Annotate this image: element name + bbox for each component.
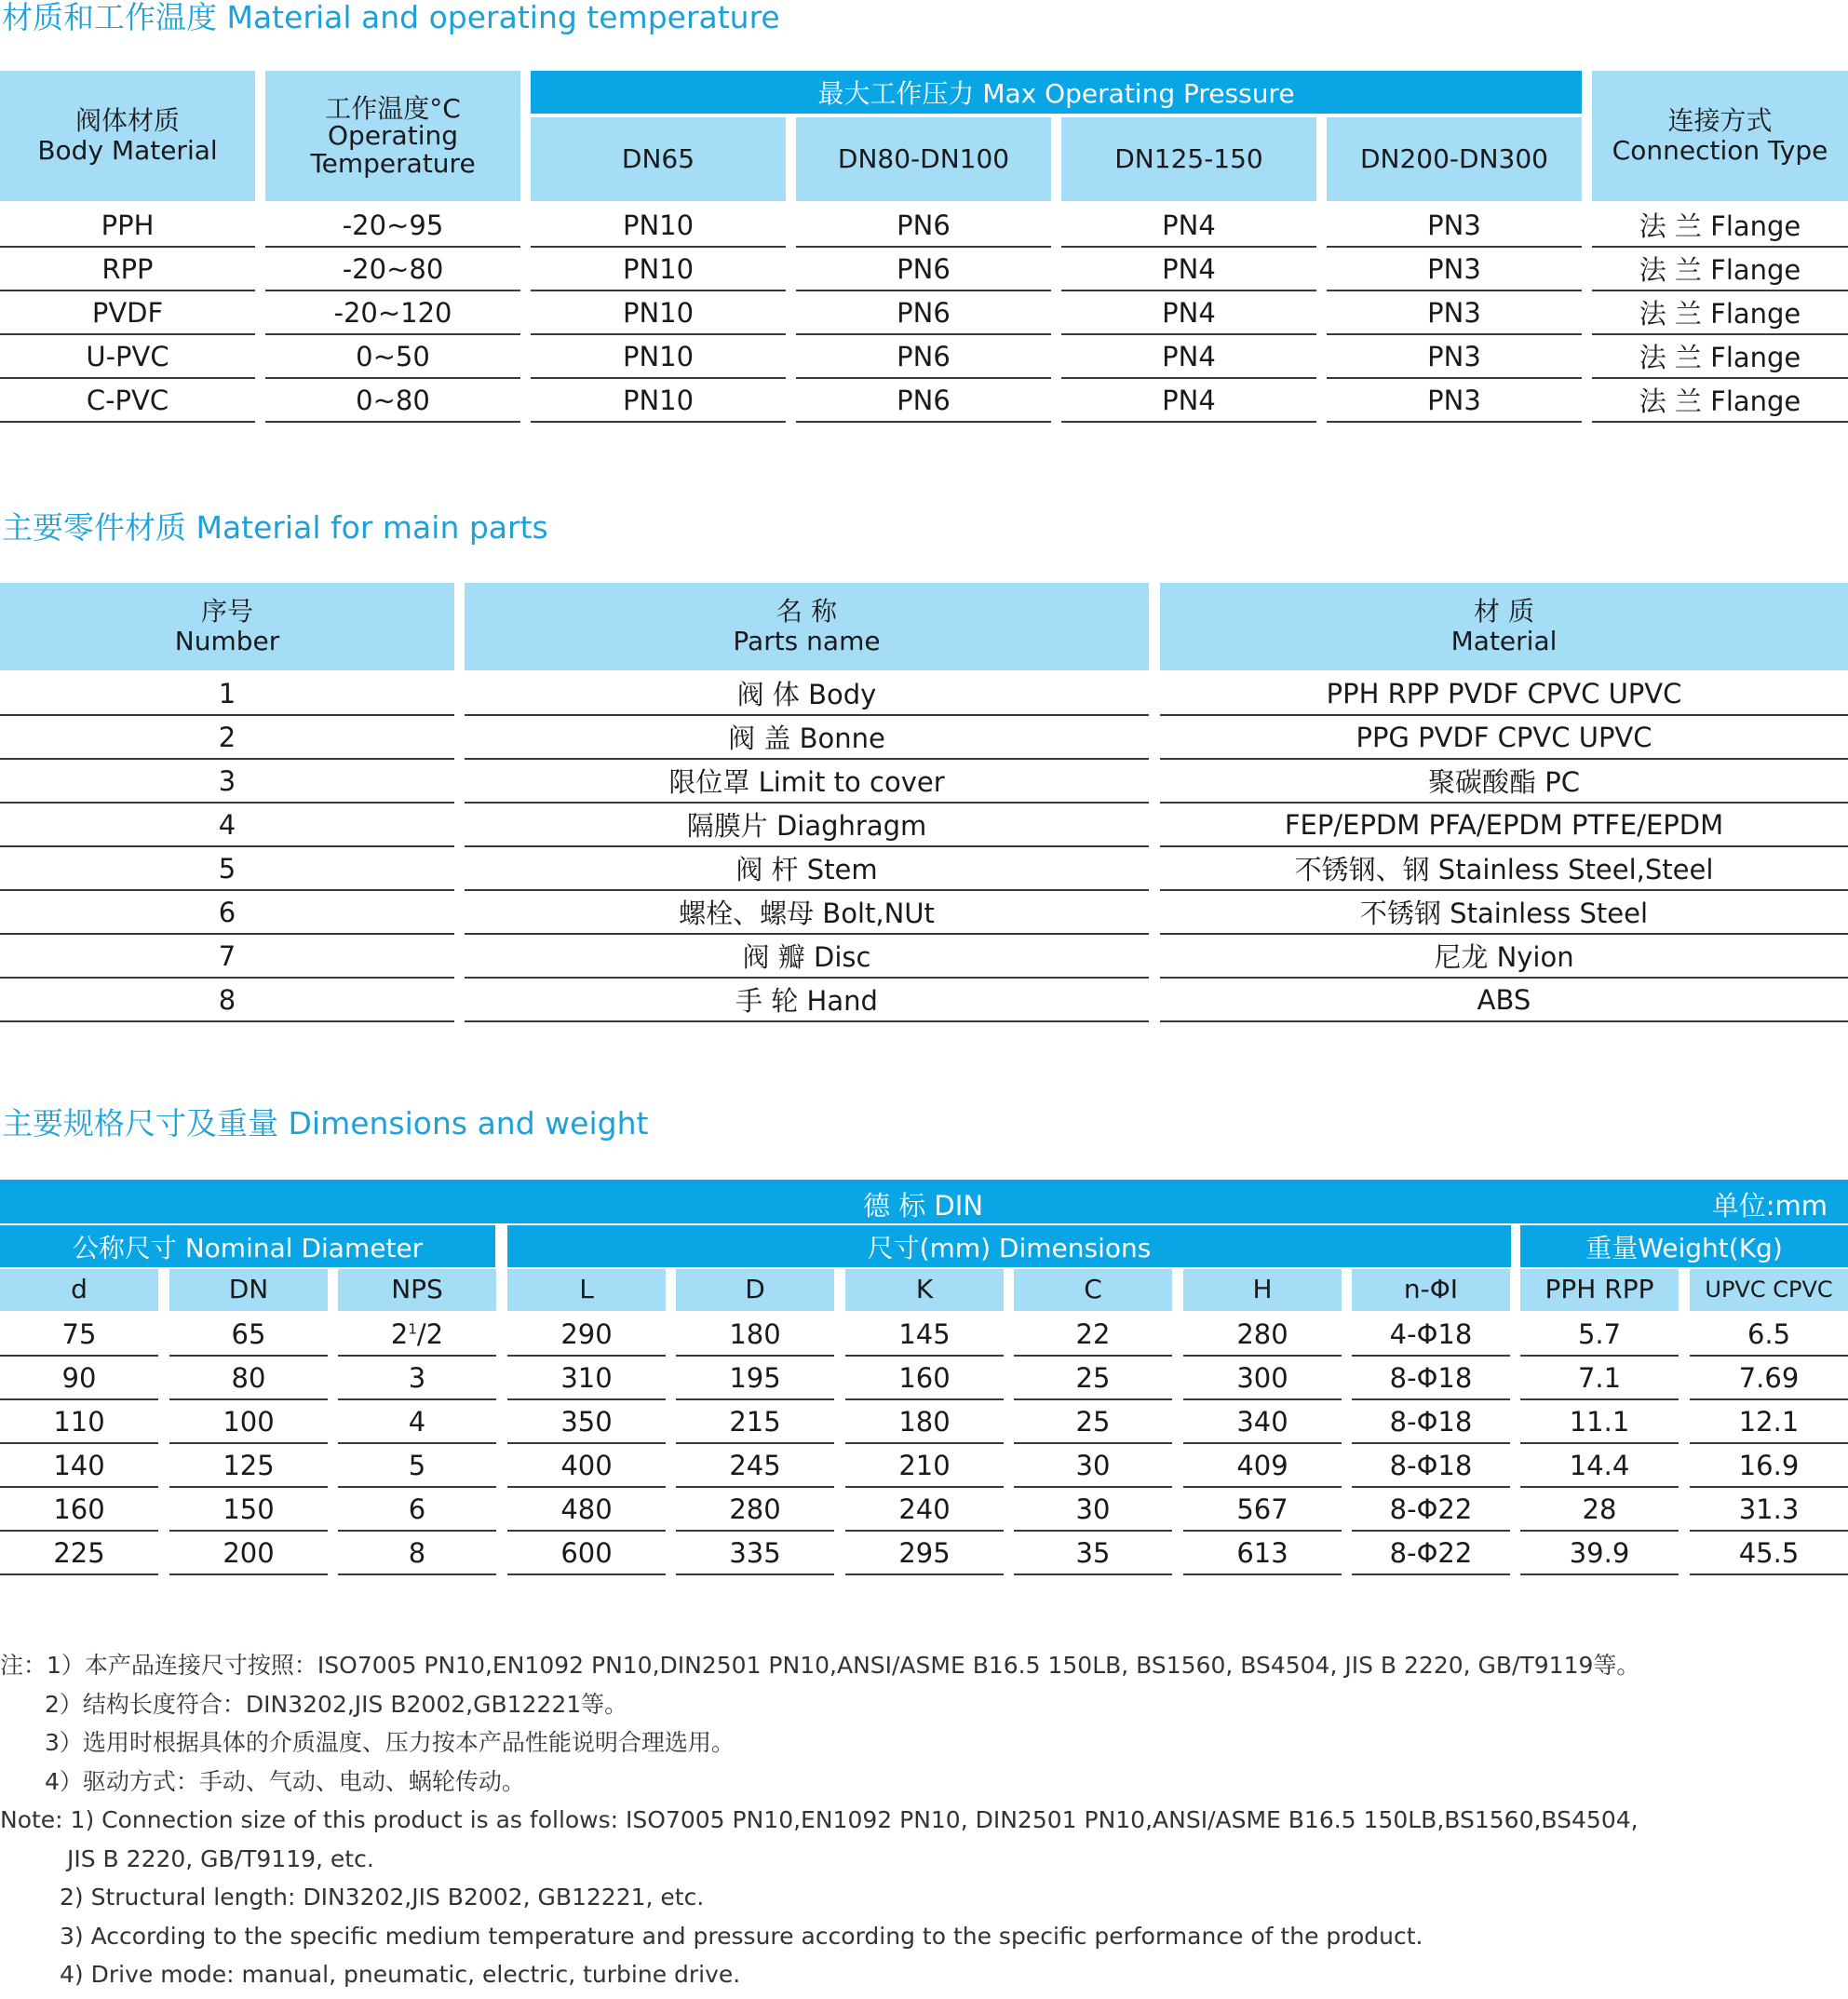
cell-d-upper: 215 [676,1400,834,1444]
header-din [0,1180,1848,1223]
header-weight: 重量Weight(Kg) [1520,1225,1848,1267]
col-l: L [507,1269,666,1311]
cell-temperature: -20~80 [265,248,520,291]
cell-dn80: PN6 [796,335,1051,379]
cell-n-phi: 8-Φ18 [1352,1357,1510,1400]
cell-dn200: PN3 [1327,291,1582,335]
col-h: H [1183,1269,1342,1311]
col-k: K [845,1269,1004,1311]
cell-l: 480 [507,1488,666,1532]
cell-upvc-cpvc: 16.9 [1690,1444,1848,1488]
header-dimensions: 尺寸(mm) Dimensions [507,1225,1511,1267]
cell-pph-rpp: 5.7 [1520,1313,1679,1357]
header-dn80-dn100: DN80-DN100 [796,117,1051,201]
cell-number: 1 [0,672,454,716]
cell-part-material: 不锈钢、钢 Stainless Steel,Steel [1160,847,1848,891]
cell-nps: 8 [338,1532,496,1575]
note-en-1: Note: 1) Connection size of this product is as follows: ISO7005 PN10,EN1092 PN10, DIN2501 PN10,ANSI/ASME B16.5 150LB,BS1560,BS4504, [0,1806,1639,1833]
cell-dn200: PN3 [1327,335,1582,379]
header-body-material [0,71,255,201]
cell-connection: 法 兰 Flange [1592,335,1848,379]
cell-d-upper: 335 [676,1532,834,1575]
header-nominal-diameter: 公称尺寸 Nominal Diameter [0,1225,495,1267]
cell-dn65: PN10 [531,204,786,248]
cell-number: 3 [0,760,454,804]
col-n-phi: n-ΦI [1352,1269,1510,1311]
nps-numerator: 1 [408,1319,417,1337]
cell-nps: 4 [338,1400,496,1444]
cell-upvc-cpvc: 7.69 [1690,1357,1848,1400]
cell-pph-rpp: 14.4 [1520,1444,1679,1488]
cell-c: 25 [1014,1400,1172,1444]
cell-part-name: 螺栓、螺母 Bolt,NUt [465,891,1149,935]
cell-c: 30 [1014,1444,1172,1488]
cell-upvc-cpvc: 6.5 [1690,1313,1848,1357]
material-temperature-table [0,0,1848,428]
cell-upvc-cpvc: 12.1 [1690,1400,1848,1444]
cell-part-name: 隔膜片 Diaghragm [465,804,1149,847]
note-zh-2: 2）结构长度符合：DIN3202,JIS B2002,GB12221等。 [45,1690,628,1718]
note-en-1-cont: JIS B 2220, GB/T9119, etc. [67,1844,374,1872]
cell-connection: 法 兰 Flange [1592,248,1848,291]
header-parts-name [465,583,1149,670]
nps-whole: 2 [390,1317,409,1350]
header-body-material-en: Body Material [37,135,218,166]
cell-n-phi: 8-Φ18 [1352,1444,1510,1488]
cell-k: 210 [845,1444,1004,1488]
header-temperature-en-2: Temperature [310,147,476,179]
cell-number: 6 [0,891,454,935]
cell-dn: 150 [169,1488,328,1532]
cell-part-name: 阀 杆 Stem [465,847,1149,891]
cell-d: 110 [0,1400,158,1444]
cell-c: 30 [1014,1488,1172,1532]
col-d-upper: D [676,1269,834,1311]
cell-part-material: PPG PVDF CPVC UPVC [1160,716,1848,760]
cell-n-phi: 8-Φ22 [1352,1532,1510,1575]
cell-temperature: 0~50 [265,335,520,379]
cell-temperature: 0~80 [265,379,520,423]
note-en-3: 3) According to the specific medium temperature and pressure according to the specific performance of the product. [60,1922,1423,1950]
cell-dn200: PN3 [1327,379,1582,423]
cell-dn200: PN3 [1327,248,1582,291]
cell-number: 2 [0,716,454,760]
cell-dn200: PN3 [1327,204,1582,248]
cell-k: 180 [845,1400,1004,1444]
cell-l: 290 [507,1313,666,1357]
cell-upvc-cpvc: 31.3 [1690,1488,1848,1532]
cell-n-phi: 4-Φ18 [1352,1313,1510,1357]
cell-n-phi: 8-Φ18 [1352,1400,1510,1444]
cell-dn: 200 [169,1532,328,1575]
note-en-4: 4) Drive mode: manual, pneumatic, electric, turbine drive. [60,1961,741,1988]
cell-part-material: ABS [1160,979,1848,1022]
cell-d-upper: 195 [676,1357,834,1400]
cell-l: 310 [507,1357,666,1400]
note-en-2: 2) Structural length: DIN3202,JIS B2002, GB12221, etc. [60,1884,705,1911]
cell-dn80: PN6 [796,204,1051,248]
cell-c: 25 [1014,1357,1172,1400]
cell-d: 90 [0,1357,158,1400]
cell-number: 7 [0,935,454,979]
cell-dn125: PN4 [1061,291,1316,335]
header-connection-zh: 连接方式 [1667,104,1773,136]
cell-k: 240 [845,1488,1004,1532]
cell-k: 160 [845,1357,1004,1400]
cell-dn: 125 [169,1444,328,1488]
cell-pph-rpp: 11.1 [1520,1400,1679,1444]
cell-dn65: PN10 [531,291,786,335]
cell-number: 4 [0,804,454,847]
header-number-zh: 序号 [200,595,253,627]
col-dn: DN [169,1269,328,1311]
cell-dn125: PN4 [1061,335,1316,379]
section-title-dimensions-weight: 主要规格尺寸及重量 Dimensions and weight [2,1105,649,1141]
cell-nps: 5 [338,1444,496,1488]
cell-nps: 6 [338,1488,496,1532]
header-number [0,583,454,670]
cell-part-material: 聚碳酸酯 PC [1160,760,1848,804]
cell-material: PPH [0,204,255,248]
cell-d: 140 [0,1444,158,1488]
cell-part-name: 阀 瓣 Disc [465,935,1149,979]
cell-dn80: PN6 [796,291,1051,335]
header-temperature [265,71,520,201]
header-dn200-dn300: DN200-DN300 [1327,117,1582,201]
cell-nps [338,1313,496,1357]
cell-h: 340 [1183,1400,1342,1444]
cell-part-name: 手 轮 Hand [465,979,1149,1022]
header-parts-name-en: Parts name [733,626,881,656]
cell-h: 409 [1183,1444,1342,1488]
notes [0,1646,1639,1994]
header-body-material-zh: 阀体材质 [74,104,180,136]
cell-h: 567 [1183,1488,1342,1532]
cell-d: 75 [0,1313,158,1357]
col-nps: NPS [338,1269,496,1311]
cell-part-name: 阀 体 Body [465,672,1149,716]
cell-dn125: PN4 [1061,204,1316,248]
cell-dn: 80 [169,1357,328,1400]
note-zh-3: 3）选用时根据具体的介质温度、压力按本产品性能说明合理选用。 [45,1729,735,1756]
cell-dn125: PN4 [1061,248,1316,291]
cell-c: 22 [1014,1313,1172,1357]
cell-material: PVDF [0,291,255,335]
section-title-material-temperature: 材质和工作温度 Material and operating temperature [2,0,780,35]
header-temperature-en-1: Operating [328,120,458,152]
nps-fraction [391,1318,443,1350]
cell-part-material: FEP/EPDM PFA/EPDM PTFE/EPDM [1160,804,1848,847]
header-max-pressure: 最大工作压力 Max Operating Pressure [531,71,1582,114]
cell-material: C-PVC [0,379,255,423]
cell-material: RPP [0,248,255,291]
cell-d: 225 [0,1532,158,1575]
cell-part-material: 尼龙 Nyion [1160,935,1848,979]
cell-pph-rpp: 39.9 [1520,1532,1679,1575]
header-connection-en: Connection Type [1612,135,1828,166]
nps-denominator: /2 [416,1317,444,1350]
cell-number: 5 [0,847,454,891]
header-dn65: DN65 [531,117,786,201]
cell-connection: 法 兰 Flange [1592,204,1848,248]
col-upvc-cpvc: UPVC CPVC [1690,1269,1848,1311]
cell-connection: 法 兰 Flange [1592,379,1848,423]
cell-k: 145 [845,1313,1004,1357]
cell-temperature: -20~120 [265,291,520,335]
cell-dn65: PN10 [531,379,786,423]
cell-d-upper: 280 [676,1488,834,1532]
col-d: d [0,1269,158,1311]
cell-n-phi: 8-Φ22 [1352,1488,1510,1532]
cell-connection: 法 兰 Flange [1592,291,1848,335]
cell-part-material: PPH RPP PVDF CPVC UPVC [1160,672,1848,716]
header-unit: 单位:mm [1711,1190,1828,1222]
header-parts-name-zh: 名 称 [776,595,837,627]
cell-h: 280 [1183,1313,1342,1357]
header-part-material [1160,583,1848,670]
header-dn125-150: DN125-150 [1061,117,1316,201]
cell-h: 613 [1183,1532,1342,1575]
header-temperature-zh: 工作温度°C [325,92,461,124]
header-din-label: 德 标 DIN [863,1190,984,1222]
cell-dn125: PN4 [1061,379,1316,423]
col-pph-rpp: PPH RPP [1520,1269,1679,1311]
header-connection-type [1592,71,1848,201]
cell-part-material: 不锈钢 Stainless Steel [1160,891,1848,935]
cell-d-upper: 180 [676,1313,834,1357]
header-part-material-zh: 材 质 [1474,595,1534,627]
cell-l: 600 [507,1532,666,1575]
cell-pph-rpp: 7.1 [1520,1357,1679,1400]
cell-number: 8 [0,979,454,1022]
cell-k: 295 [845,1532,1004,1575]
cell-dn65: PN10 [531,335,786,379]
cell-l: 350 [507,1400,666,1444]
cell-d: 160 [0,1488,158,1532]
header-part-material-en: Material [1450,626,1558,656]
note-zh-4: 4）驱动方式：手动、气动、电动、蜗轮传动。 [45,1767,525,1795]
cell-dn80: PN6 [796,248,1051,291]
header-number-en: Number [174,626,280,656]
cell-dn: 100 [169,1400,328,1444]
cell-nps: 3 [338,1357,496,1400]
cell-dn: 65 [169,1313,328,1357]
cell-temperature: -20~95 [265,204,520,248]
cell-h: 300 [1183,1357,1342,1400]
cell-material: U-PVC [0,335,255,379]
note-zh-1: 注：1）本产品连接尺寸按照：ISO7005 PN10,EN1092 PN10,DIN2501 PN10,ANSI/ASME B16.5 150LB, BS1560, BS4504, JIS B 2220, GB/T9119等。 [0,1652,1640,1679]
section-title-main-parts: 主要零件材质 Material for main parts [2,509,548,546]
cell-l: 400 [507,1444,666,1488]
col-c: C [1014,1269,1172,1311]
cell-d-upper: 245 [676,1444,834,1488]
cell-pph-rpp: 28 [1520,1488,1679,1532]
cell-part-name: 阀 盖 Bonne [465,716,1149,760]
cell-dn65: PN10 [531,248,786,291]
cell-part-name: 限位罩 Limit to cover [465,760,1149,804]
cell-c: 35 [1014,1532,1172,1575]
cell-dn80: PN6 [796,379,1051,423]
cell-upvc-cpvc: 45.5 [1690,1532,1848,1575]
